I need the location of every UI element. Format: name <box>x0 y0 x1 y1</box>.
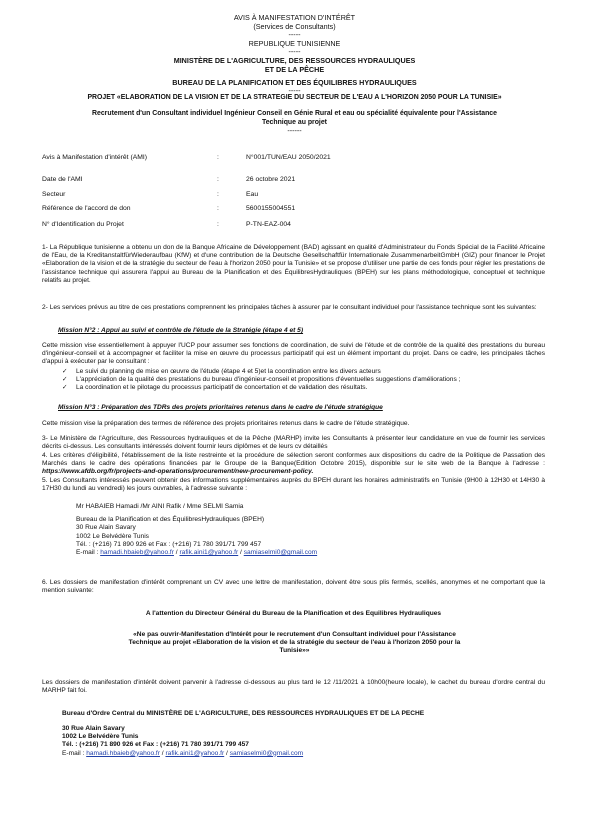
recruitment-title-line1: Recrutement d'un Consultant individuel Ingénieur Conseil en Génie Rural et eau ou spécialité équivalente pour l'Assistance <box>92 110 497 118</box>
paragraph-1: 1- La République tunisienne a obtenu un don de la Banque Africaine de Développement (BAD) agissant en qualité d'Administrateur du Fonds Spécial de la Facilité Africaine de l'Eau, de la KreditanstaltfürWiederaufbau (KfW) et d'une contribution de la Deutsche Gesellschaftfür Internationale ZusammenarbeitGmbH (GIZ) pour financer le Projet «Elaboration de la vision et de la stratégie du secteur de l'eau à l'horizon 2050 pour la Tunisie» et se propose d'utiliser une partie de ces fonds pour régler les prestations de l'assistance technique qui assurera l'appui au Bureau de la Planification et des ÉquilibresHydrauliques (BPEH) sur les plans méthodologique, conceptuel et technique relatifs au projet. <box>42 244 545 284</box>
list-item: ✓ Le suivi du planning de mise en œuvre de l'étude (étape 4 et 5)et la coordination entre les divers acteurs <box>76 368 545 376</box>
email-link[interactable]: rafik.aini1@yahoo.fr <box>165 749 225 757</box>
republic-label: REPUBLIQUE TUNISIENNE <box>248 38 341 48</box>
contact-emails: E-mail : hamadi.hbaieb@yahoo.fr / rafik.aini1@yahoo.fr / samiaselmi0@gmail.com <box>62 749 304 757</box>
contact-block-2 <box>62 725 545 758</box>
contact-phone-fax: Tél. : (+216) 71 890 926 et Fax : (+216) 71 780 391/71 799 457 <box>76 540 262 548</box>
ministry-name-line1: MINISTÈRE DE L'AGRICULTURE, DES RESSOURCES HYDRAULIQUES <box>173 55 416 65</box>
paragraph-4-text: 4. Les critères d'éligibilité, l'établissement de la liste restreinte et la procédure de sélection seront conformes aux dispositions du cadre de la Politique de Passation des Marchés dans le cadre des opérations financées par le Groupe de la Banque(Edition Octobre 2015), disponible sur le site web de la Banque à l'adresse : <box>42 452 545 468</box>
info-colon: : <box>217 191 219 198</box>
mission-3-title <box>42 404 545 412</box>
policy-url-link[interactable]: https://www.afdb.org/fr/projects-and-operations/procurement/new-procurement-policy. <box>42 468 314 476</box>
info-colon: : <box>217 205 219 212</box>
paragraph-4 <box>42 452 545 477</box>
paragraph-6: 6. Les dossiers de manifestation d'intérêt comprenant un CV avec une lettre de manifestation, doivent être sous plis fermés, scellés, anonymes et ne comportant que la mention suivante: <box>42 579 545 595</box>
mission-3-description: Cette mission vise la préparation des termes de référence des projets prioritaires retenus dans le cadre de l'étude stratégique. <box>42 420 410 427</box>
info-key: N° d'Identification du Projet <box>42 221 124 228</box>
contact-city: 1002 Le Belvédère Tunis <box>76 532 149 540</box>
contact-names: Mr HABAIEB Hamadi /Mr AINI Rafik / Mme SELMI Samia <box>76 503 244 510</box>
mission-2-description: Cette mission vise essentiellement à appuyer l'UCP pour assumer ses fonctions de coordination, de suivi de l'étude et de contrôle de la qualité des prestations du bureau d'ingénieur-conseil et à accompagner et faciliter la mise en œuvre du processus participatif qui est un élément important du projet. Dans ce cadre, les principales tâches d'appui à exécuter par le consultant : <box>42 342 545 366</box>
paragraph-2: 2- Les services prévus au titre de ces prestations comprennent les principales tâches à assurer par le consultant individuel pour l'assistance technique sont les suivantes: <box>42 304 537 311</box>
info-colon: : <box>217 176 219 183</box>
info-colon: : <box>217 221 219 228</box>
email-link[interactable]: hamadi.hbaieb@yahoo.fr <box>100 549 174 557</box>
contact-phone-fax: Tél. : (+216) 71 890 926 et Fax : (+216) 71 780 391/71 799 457 <box>62 741 249 749</box>
notice-title: AVIS À MANIFESTATION D'INTÉRÊT <box>233 13 356 22</box>
mission-2-bullets <box>42 368 545 393</box>
info-key: Secteur <box>42 191 66 198</box>
separator: ----- <box>288 30 301 40</box>
separator: ----- <box>288 47 301 57</box>
mission-2-title <box>42 327 545 335</box>
separator: ----- <box>288 85 301 95</box>
notice-subtitle: (Services de Consultants) <box>253 21 336 31</box>
info-value: 5600155004551 <box>246 205 296 212</box>
email-label: E-mail : <box>76 549 101 557</box>
info-colon: : <box>217 154 219 161</box>
info-key: Référence de l'accord de don <box>42 205 131 212</box>
recruitment-title-line2: Technique au projet <box>262 118 327 126</box>
email-label: E-mail : <box>62 749 87 757</box>
mission-2-title-text: Mission N°2 : Appui au suivi et contrôle de l'étude de la Stratégie (étape 4 et 5) <box>58 327 304 334</box>
ministry-name-line2: ET DE LA PÊCHE <box>264 64 325 74</box>
contact-street: 30 Rue Alain Savary <box>62 725 125 732</box>
paragraph-3: 3- Le Ministère de l'Agriculture, des Ressources hydrauliques et de la Pêche (MARHP) invite les Consultants à présenter leur candidature en vue de fournir les services décrits ci-dessus. Les consultants intéressés doivent fournir leurs diplômes et de leurs cv détaillés <box>42 435 545 451</box>
contact-street: 30 Rue Alain Savary <box>76 524 136 532</box>
email-link[interactable]: samiaselmi0@gmail.com <box>243 549 318 557</box>
email-link[interactable]: hamadi.hbaieb@yahoo.fr <box>86 749 160 757</box>
info-key: Date de l'AMI <box>42 176 83 183</box>
mission-3-title-text: Mission N°3 : Préparation des TDRs des projets prioritaires retenus dans le cadre de l'étude stratégique <box>58 404 383 411</box>
list-item: ✓ La coordination et le pilotage du processus participatif de concertation et de validation des résultats. <box>76 384 545 392</box>
bureau-name: BUREAU DE LA PLANIFICATION ET DES ÉQUILIBRES HYDRAULIQUES <box>172 78 417 88</box>
separator: ------ <box>287 125 302 135</box>
envelope-mention-line1: «Ne pas ouvrir-Manifestation d'Intérêt pour le recrutement d'un Consultant individuel pour l'Assistance <box>133 631 456 638</box>
info-value: Eau <box>246 191 259 198</box>
contact-block-1 <box>76 503 545 557</box>
contact-emails: E-mail : hamadi.hbaieb@yahoo.fr / rafik.aini1@yahoo.fr / samiaselmi0@gmail.com <box>76 549 318 557</box>
project-title: PROJET «ELABORATION DE LA VISION ET DE LA STRATEGIE DU SECTEUR DE L'EAU A L'HORIZON 2050 POUR LA TUNISIE» <box>87 93 502 101</box>
info-key: Avis à Manifestation d'intérêt (AMI) <box>42 154 148 161</box>
info-value: P-TN-EAZ-004 <box>246 221 291 228</box>
info-value: N°001/TUN/EAU 2050/2021 <box>246 154 331 161</box>
envelope-mention-line2: Technique au projet «Elaboration de la vision et de la stratégie du secteur de l'eau à l'horizon 2050 pour la <box>128 639 461 647</box>
contact-organization: Bureau de la Planification et des ÉquilibresHydrauliques (BPEH) <box>76 516 265 524</box>
document-header <box>0 0 589 134</box>
paragraph-7: Les dossiers de manifestation d'intérêt doivent parvenir à l'adresse ci-dessous au plus tard le 12 /11/2021 à 10h00(heure locale), le cachet du bureau d'ordre central du MARHP fait foi. <box>42 679 545 695</box>
bureau-ordre-title: Bureau d'Ordre Central du MINISTÈRE DE L'AGRICULTURE, DES RESSOURCES HYDRAULIQUES ET DE LA PECHE <box>62 710 425 717</box>
email-link[interactable]: rafik.aini1@yahoo.fr <box>179 549 239 557</box>
paragraph-5: 5. Les Consultants intéressés peuvent obtenir des informations supplémentaires auprès du BPEH durant les horaires administratifs en Tunisie (9H00 à 12H30 et 14H30 à 17H30 du lundi au vendredi) les jours ouvrables, à l'adresse suivante : <box>42 477 545 493</box>
envelope-mention <box>70 631 519 656</box>
contact-city: 1002 Le Belvédère Tunis <box>62 733 139 741</box>
info-value: 26 octobre 2021 <box>246 176 296 183</box>
list-item: ✓ L'appréciation de la qualité des prestations du bureau d'ingénieur-conseil et propositions d'éventuelles suggestions d'améliorations ; <box>76 376 545 384</box>
attention-line: A l'attention du Directeur Général du Bureau de la Planification et des Equilibres Hydrauliques <box>145 610 442 617</box>
email-link[interactable]: samiaselmi0@gmail.com <box>229 749 304 757</box>
envelope-mention-line3: Tunisie»» <box>279 647 310 655</box>
